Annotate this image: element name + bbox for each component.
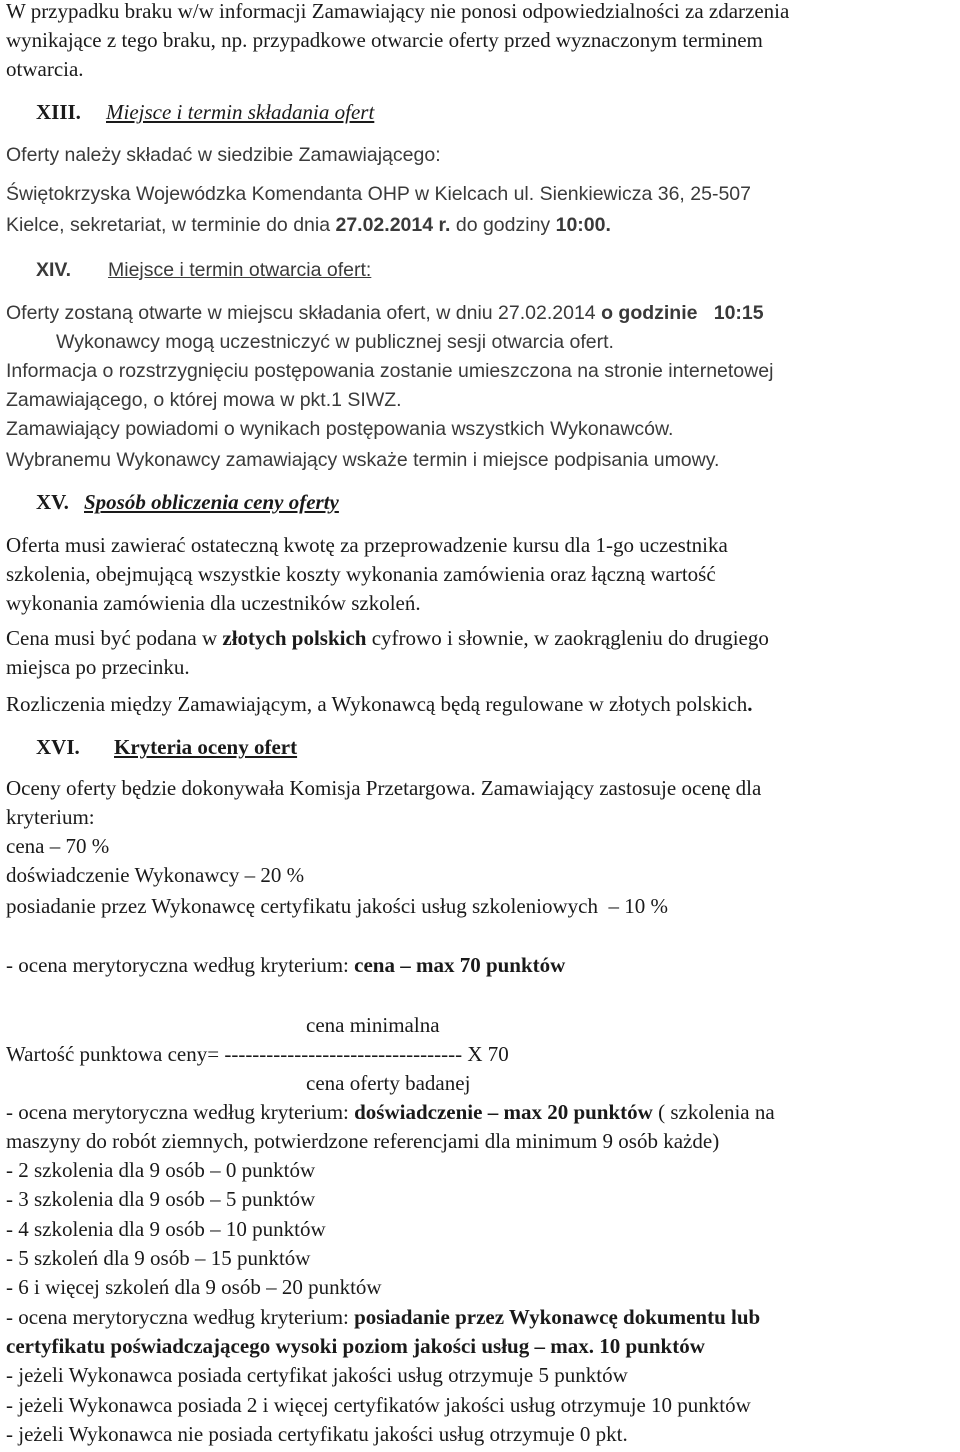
- s15-p1-line-1: Oferta musi zawierać ostateczną kwotę za przeprowadzenie kursu dla 1-go uczestnika: [6, 533, 728, 557]
- section-title: Miejsce i termin składania ofert: [106, 100, 375, 124]
- s14-line-4: Zamawiającego, o której mowa w pkt.1 SIWZ.: [6, 389, 402, 411]
- text: - ocena merytoryczna według kryterium:: [6, 1100, 355, 1124]
- text: do godziny: [450, 214, 556, 236]
- s14-line-3: Informacja o rozstrzygnięciu postępowania zostanie umieszczona na stronie internetowej: [6, 360, 774, 382]
- s14-line-2: Wykonawcy mogą uczestniczyć w publicznej sesji otwarcia ofert.: [56, 331, 614, 353]
- certificate-item: - jeżeli Wykonawca posiada certyfikat jakości usług otrzymuje 5 punktów: [6, 1363, 628, 1387]
- text: Rozliczenia między Zamawiającym, a Wykonawcą będą regulowane w złotych polskich: [6, 692, 748, 716]
- section-16-heading: [6, 734, 297, 760]
- text: Cena musi być podana w: [6, 626, 223, 650]
- s13-line-3: [6, 212, 611, 238]
- text: - ocena merytoryczna według kryterium:: [6, 1305, 355, 1329]
- criterion-certificate: [6, 1304, 760, 1330]
- section-number: XVI.: [36, 735, 80, 759]
- text: Oferty zostaną otwarte w miejscu składania ofert, w dniu 27.02.2014: [6, 302, 602, 324]
- section-15-heading: [6, 489, 339, 515]
- text: Kielce, sekretariat, w terminie do dnia: [6, 214, 336, 236]
- s16-line-1: Oceny oferty będzie dokonywała Komisja Przetargowa. Zamawiający zastosuje ocenę dla: [6, 776, 762, 800]
- section-number: XV.: [36, 490, 69, 514]
- certificate-item: - jeżeli Wykonawca nie posiada certyfikatu jakości usług otrzymuje 0 pkt.: [6, 1422, 628, 1446]
- opening-time: o godzinie 10:15: [601, 302, 764, 324]
- experience-item: - 2 szkolenia dla 9 osób – 0 punktów: [6, 1158, 316, 1182]
- s14-line-5: Zamawiający powiadomi o wynikach postępowania wszystkich Wykonawców.: [6, 418, 674, 440]
- s13-line-2: Świętokrzyska Wojewódzka Komendanta OHP w Kielcach ul. Sienkiewicza 36, 25-507: [6, 183, 751, 205]
- s15-p3: [6, 691, 752, 717]
- s14-line-6: Wybranemu Wykonawcy zamawiający wskaże termin i miejsce podpisania umowy.: [6, 449, 720, 471]
- section-13-heading: [6, 99, 374, 125]
- s16-line-4: doświadczenie Wykonawcy – 20 %: [6, 863, 305, 887]
- section-title: Kryteria oceny ofert: [114, 735, 298, 759]
- currency-bold: złotych polskich: [222, 626, 367, 650]
- experience-item: - 5 szkoleń dla 9 osób – 15 punktów: [6, 1246, 311, 1270]
- s13-line-1: Oferty należy składać w siedzibie Zamawiającego:: [6, 144, 441, 166]
- text: .: [747, 692, 753, 716]
- deadline-time: 10:00.: [555, 214, 611, 236]
- text: cyfrowo i słownie, w zaokrągleniu do drugiego: [366, 626, 769, 650]
- certificate-item: - jeżeli Wykonawca posiada 2 i więcej certyfikatów jakości usług otrzymuje 10 punktów: [6, 1393, 751, 1417]
- intro-line-2: wynikające z tego braku, np. przypadkowe otwarcie oferty przed wyznaczonym terminem: [6, 28, 763, 52]
- criterion-experience-line-2: maszyny do robót ziemnych, potwierdzone referencjami dla minimum 9 osób każde): [6, 1129, 720, 1153]
- s16-line-5: posiadanie przez Wykonawcę certyfikatu jakości usług szkoleniowych – 10 %: [6, 894, 668, 918]
- intro-line-3: otwarcia.: [6, 57, 84, 81]
- criterion-price-title: cena – max 70 punktów: [354, 953, 566, 977]
- text: - ocena merytoryczna według kryterium:: [6, 953, 355, 977]
- deadline-date: 27.02.2014 r.: [335, 214, 451, 236]
- section-number: XIII.: [36, 100, 81, 124]
- section-number: XIV.: [36, 259, 72, 281]
- experience-item: - 4 szkolenia dla 9 osób – 10 punktów: [6, 1217, 326, 1241]
- s14-line-1: [6, 300, 764, 326]
- criterion-price: [6, 952, 565, 978]
- formula-line: Wartość punktowa ceny= ---------------------------------- X 70: [6, 1042, 509, 1066]
- section-title: Sposób obliczenia ceny oferty: [84, 490, 339, 514]
- section-title: Miejsce i termin otwarcia ofert:: [108, 259, 372, 281]
- s16-line-3: cena – 70 %: [6, 834, 110, 858]
- s15-p1-line-2: szkolenia, obejmującą wszystkie koszty wykonania zamówienia oraz łączną wartość: [6, 562, 716, 586]
- formula-denominator: cena oferty badanej: [306, 1071, 471, 1095]
- criterion-experience: [6, 1099, 775, 1125]
- text: ( szkolenia na: [652, 1100, 775, 1124]
- section-14-heading: [6, 257, 371, 283]
- s15-p2-line-1: [6, 625, 769, 651]
- criterion-experience-title: doświadczenie – max 20 punktów: [354, 1100, 653, 1124]
- s16-line-2: kryterium:: [6, 805, 95, 829]
- s15-p2-line-2: miejsca po przecinku.: [6, 655, 190, 679]
- experience-item: - 3 szkolenia dla 9 osób – 5 punktów: [6, 1187, 316, 1211]
- s15-p1-line-3: wykonania zamówienia dla uczestników szkoleń.: [6, 591, 421, 615]
- experience-item: - 6 i więcej szkoleń dla 9 osób – 20 punktów: [6, 1275, 382, 1299]
- criterion-certificate-line-2: certyfikatu poświadczającego wysoki poziom jakości usług – max. 10 punktów: [6, 1334, 705, 1358]
- criterion-certificate-title: posiadanie przez Wykonawcę dokumentu lub: [354, 1305, 761, 1329]
- intro-line-1: W przypadku braku w/w informacji Zamawiający nie ponosi odpowiedzialności za zdarzenia: [6, 0, 790, 23]
- formula-numerator: cena minimalna: [306, 1013, 440, 1037]
